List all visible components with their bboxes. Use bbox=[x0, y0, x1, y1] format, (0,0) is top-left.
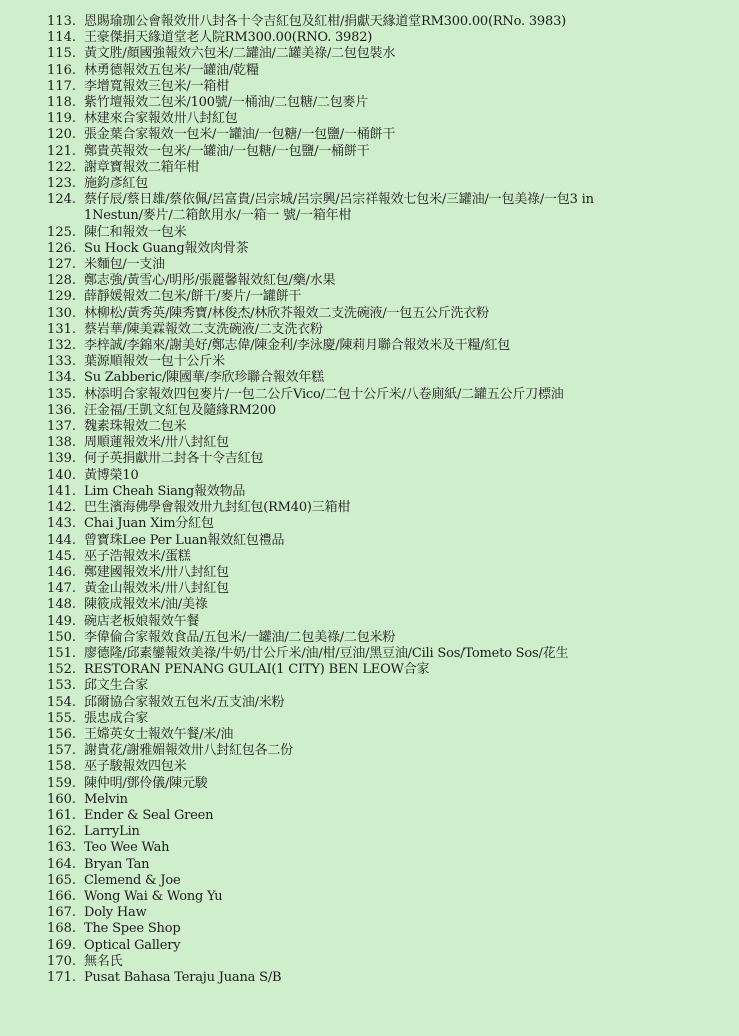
list-item bbox=[0, 857, 739, 873]
list-item bbox=[0, 111, 739, 127]
list-item bbox=[0, 662, 739, 678]
entry-text: Ender & Seal Green bbox=[84, 807, 214, 823]
entry-text: 薛靜媛報效二包米/餅干/麥片/一罐餅干 bbox=[84, 289, 302, 305]
entry-number: 120. bbox=[47, 127, 76, 143]
entry-text: 林建來合家報效卅八封紅包 bbox=[84, 111, 238, 127]
entry-text: 張金葉合家報效一包米/一罐油/一包糖/一包鹽/一桶餅干 bbox=[84, 127, 396, 143]
list-item bbox=[0, 678, 739, 694]
list-item bbox=[0, 646, 739, 662]
entry-number: 129. bbox=[47, 289, 76, 305]
entry-number: 135. bbox=[47, 386, 76, 402]
entry-text: 周順蓮報效米/卅八封紅包 bbox=[84, 435, 229, 451]
list-item bbox=[0, 419, 739, 435]
entry-text: 施鈞彥紅包 bbox=[84, 176, 149, 192]
entry-number: 131. bbox=[47, 321, 76, 337]
entry-number: 145. bbox=[47, 548, 76, 564]
entry-text: 李增寬報效三包米/一箱柑 bbox=[84, 78, 229, 94]
list-item bbox=[0, 289, 739, 305]
list-item bbox=[0, 306, 739, 322]
entry-text: 謝貴花/謝雅媚報效卅八封紅包各二份 bbox=[84, 743, 293, 759]
list-item bbox=[0, 549, 739, 565]
list-item bbox=[0, 921, 739, 937]
entry-number: 141. bbox=[47, 483, 76, 499]
entry-number: 157. bbox=[47, 743, 76, 759]
list-item bbox=[0, 257, 739, 273]
list-item bbox=[0, 581, 739, 597]
list-item bbox=[0, 370, 739, 386]
entry-number: 151. bbox=[47, 645, 76, 661]
list-item bbox=[0, 176, 739, 192]
entry-text: 廖德隆/邱素鑾報效美祿/牛奶/廿公斤米/油/柑/豆油/黑豆油/Cili Sos/Tometo Sos/花生 bbox=[84, 645, 569, 661]
entry-number: 122. bbox=[47, 159, 76, 175]
entry-number: 138. bbox=[47, 435, 76, 451]
list-item bbox=[0, 192, 739, 224]
list-item bbox=[0, 840, 739, 856]
entry-text: Pusat Bahasa Teraju Juana S/B bbox=[84, 969, 282, 985]
list-item bbox=[0, 14, 739, 30]
entry-text: 蔡仔辰/蔡日雄/蔡依佩/呂富貴/呂宗城/呂宗興/呂宗祥報效七包米/三罐油/一包美祿/一包3 in 1Nestun/麥片/二箱飲用水/一箱一 號/一箱年柑 bbox=[84, 192, 594, 224]
entry-text: Chai Juan Xim分紅包 bbox=[84, 516, 214, 532]
entry-text: 魏素珠報效二包米 bbox=[84, 419, 187, 435]
entry-text: 邱爾協合家報效五包米/五支油/米粉 bbox=[84, 694, 285, 710]
list-item bbox=[0, 241, 739, 257]
entry-number: 116. bbox=[47, 62, 76, 78]
entry-text: 林添明合家報效四包麥片/一包二公斤Vico/二包十公斤米/八卷廁紙/二罐五公斤刀標油 bbox=[84, 386, 564, 402]
list-item bbox=[0, 127, 739, 143]
entry-number: 136. bbox=[47, 402, 76, 418]
list-item bbox=[0, 322, 739, 338]
entry-text: 張忠成合家 bbox=[84, 710, 149, 726]
list-item bbox=[0, 614, 739, 630]
list-item bbox=[0, 889, 739, 905]
entry-text: 碗店老板娘報效午餐 bbox=[84, 613, 200, 629]
entry-text: 陳仲明/鄧伶儀/陳元駿 bbox=[84, 775, 208, 791]
entry-number: 142. bbox=[47, 500, 76, 516]
entry-number: 130. bbox=[47, 305, 76, 321]
entry-number: 165. bbox=[47, 872, 76, 888]
entry-text: Bryan Tan bbox=[84, 856, 150, 872]
entry-number: 140. bbox=[47, 467, 76, 483]
list-item bbox=[0, 435, 739, 451]
entry-text: 曾寶珠Lee Per Luan報效紅包禮品 bbox=[84, 532, 285, 548]
entry-number: 160. bbox=[47, 791, 76, 807]
entry-number: 127. bbox=[47, 257, 76, 273]
entry-number: 119. bbox=[47, 111, 76, 127]
entry-number: 128. bbox=[47, 273, 76, 289]
list-item bbox=[0, 824, 739, 840]
entry-number: 137. bbox=[47, 419, 76, 435]
entry-number: 158. bbox=[47, 759, 76, 775]
entry-number: 121. bbox=[47, 143, 76, 159]
entry-text: Doly Haw bbox=[84, 905, 147, 921]
entry-number: 117. bbox=[47, 78, 76, 94]
entry-text: LarryLin bbox=[84, 824, 140, 840]
entry-text: 恩賜瑜珈公會報效卅八封各十令吉紅包及紅柑/捐獻天緣道堂RM300.00(RNo. 3983) bbox=[84, 14, 567, 29]
list-item bbox=[0, 500, 739, 516]
entry-text: Su Zabberic/陳國華/李欣珍聯合報效年糕 bbox=[84, 370, 324, 386]
entry-number: 118. bbox=[47, 95, 76, 111]
list-item bbox=[0, 46, 739, 62]
entry-number: 139. bbox=[47, 451, 76, 467]
entry-text: 米麵包/一支油 bbox=[84, 257, 165, 273]
entry-number: 171. bbox=[47, 969, 76, 985]
entry-text: 王豪傑捐天緣道堂老人院RM300.00(RNO. 3982) bbox=[84, 30, 373, 46]
entry-text: 謝章寶報效二箱年柑 bbox=[84, 159, 200, 175]
entry-text: 葉源順報效一包十公斤米 bbox=[84, 354, 225, 370]
entry-number: 148. bbox=[47, 597, 76, 613]
entry-number: 149. bbox=[47, 613, 76, 629]
entry-number: 156. bbox=[47, 726, 76, 742]
entry-number: 166. bbox=[47, 888, 76, 904]
entry-text: 巴生濱海佛學會報效卅九封紅包(RM40)三箱柑 bbox=[84, 500, 351, 516]
list-item bbox=[0, 160, 739, 176]
list-item bbox=[0, 938, 739, 954]
entry-number: 114. bbox=[47, 30, 76, 46]
entry-text: 鄭貴英報效一包米/一罐油/一包糖/一包鹽/一桶餅干 bbox=[84, 143, 370, 159]
entry-text: 汪金福/王凱文紅包及隨緣RM200 bbox=[84, 402, 276, 418]
list-item bbox=[0, 30, 739, 46]
list-item bbox=[0, 95, 739, 111]
list-item bbox=[0, 970, 739, 986]
entry-number: 152. bbox=[47, 662, 76, 678]
list-item bbox=[0, 873, 739, 889]
entry-text: 蔡岩華/陳美霖報效二支洗碗液/二支洗衣粉 bbox=[84, 321, 323, 337]
list-item bbox=[0, 484, 739, 500]
entry-number: 159. bbox=[47, 775, 76, 791]
entry-text: 李梓誠/李錦來/謝美好/鄭志偉/陳金利/李泳慶/陳莉月聯合報效米及干糧/紅包 bbox=[84, 338, 511, 354]
list-item bbox=[0, 808, 739, 824]
list-item bbox=[0, 516, 739, 532]
entry-text: Su Hock Guang報效肉骨茶 bbox=[84, 240, 249, 256]
entry-text: Lim Cheah Siang報效物品 bbox=[84, 483, 246, 499]
list-item bbox=[0, 711, 739, 727]
entry-text: 鄭建國報效米/卅八封紅包 bbox=[84, 564, 229, 580]
list-item bbox=[0, 565, 739, 581]
entry-number: 132. bbox=[47, 338, 76, 354]
list-item bbox=[0, 792, 739, 808]
list-item bbox=[0, 905, 739, 921]
entry-number: 115. bbox=[47, 46, 76, 62]
entry-number: 147. bbox=[47, 581, 76, 597]
entry-number: 134. bbox=[47, 370, 76, 386]
list-item bbox=[0, 954, 739, 970]
entry-number: 123. bbox=[47, 176, 76, 192]
donor-list bbox=[0, 14, 739, 986]
entry-text: 鄭志強/黃雪心/明彤/張麗馨報效紅包/藥/水果 bbox=[84, 273, 336, 289]
entry-number: 155. bbox=[47, 710, 76, 726]
entry-text: The Spee Shop bbox=[84, 921, 181, 937]
entry-number: 153. bbox=[47, 678, 76, 694]
entry-number: 146. bbox=[47, 564, 76, 580]
entry-text: Clemend & Joe bbox=[84, 872, 181, 888]
list-item bbox=[0, 776, 739, 792]
entry-text: 何子英捐獻卅二封各十令吉紅包 bbox=[84, 451, 264, 467]
entry-number: 125. bbox=[47, 224, 76, 240]
entry-text: 邱文生合家 bbox=[84, 678, 149, 694]
entry-text: 黃金山報效米/卅八封紅包 bbox=[84, 581, 229, 597]
entry-text: Optical Gallery bbox=[84, 937, 181, 953]
entry-text: 王嫦英女士報效午餐/米/油 bbox=[84, 726, 234, 742]
list-item bbox=[0, 727, 739, 743]
list-item bbox=[0, 533, 739, 549]
entry-number: 150. bbox=[47, 629, 76, 645]
entry-number: 170. bbox=[47, 953, 76, 969]
entry-number: 162. bbox=[47, 824, 76, 840]
entry-text: RESTORAN PENANG GULAI(1 CITY) BEN LEOW合家 bbox=[84, 662, 430, 678]
entry-number: 167. bbox=[47, 905, 76, 921]
entry-number: 113. bbox=[47, 14, 76, 29]
list-item bbox=[0, 338, 739, 354]
entry-number: 169. bbox=[47, 937, 76, 953]
list-item bbox=[0, 79, 739, 95]
entry-text: Melvin bbox=[84, 791, 128, 807]
entry-text: 陳筱成報效米/油/美祿 bbox=[84, 597, 208, 613]
entry-text: 陳仁和報效一包米 bbox=[84, 224, 187, 240]
list-item bbox=[0, 630, 739, 646]
list-item bbox=[0, 468, 739, 484]
list-item bbox=[0, 695, 739, 711]
entry-text: 巫子駿報效四包米 bbox=[84, 759, 187, 775]
entry-number: 133. bbox=[47, 354, 76, 370]
entry-number: 154. bbox=[47, 694, 76, 710]
entry-text: 黃文胜/顏國強報效六包米/二罐油/二罐美祿/二包包裝水 bbox=[84, 46, 396, 62]
entry-number: 124. bbox=[47, 192, 76, 208]
entry-text: Wong Wai & Wong Yu bbox=[84, 888, 223, 904]
list-item bbox=[0, 225, 739, 241]
entry-text: 黃博榮10 bbox=[84, 467, 139, 483]
entry-text: 李偉倫合家報效食品/五包米/一罐油/二包美祿/二包米粉 bbox=[84, 629, 396, 645]
entry-text: 無名氏 bbox=[84, 953, 123, 969]
entry-number: 168. bbox=[47, 921, 76, 937]
list-item bbox=[0, 354, 739, 370]
entry-number: 143. bbox=[47, 516, 76, 532]
entry-number: 164. bbox=[47, 856, 76, 872]
list-item bbox=[0, 597, 739, 613]
entry-number: 161. bbox=[47, 807, 76, 823]
entry-text: 林勇德報效五包米/一罐油/乾糧 bbox=[84, 62, 259, 78]
entry-number: 126. bbox=[47, 240, 76, 256]
entry-text: 巫子浩報效米/蛋糕 bbox=[84, 548, 191, 564]
list-item bbox=[0, 403, 739, 419]
entry-text: Teo Wee Wah bbox=[84, 840, 170, 856]
list-item bbox=[0, 63, 739, 79]
entry-number: 163. bbox=[47, 840, 76, 856]
list-item bbox=[0, 759, 739, 775]
list-item bbox=[0, 743, 739, 759]
entry-text: 林柳松/黃秀英/陳秀寶/林俊杰/林欣芥報效二支洗碗液/一包五公斤洗衣粉 bbox=[84, 305, 489, 321]
list-item bbox=[0, 273, 739, 289]
list-item bbox=[0, 144, 739, 160]
list-item bbox=[0, 451, 739, 467]
entry-number: 144. bbox=[47, 532, 76, 548]
list-item bbox=[0, 387, 739, 403]
entry-text: 紫竹壇報效二包米/100號/一桶油/二包糖/二包麥片 bbox=[84, 95, 369, 111]
